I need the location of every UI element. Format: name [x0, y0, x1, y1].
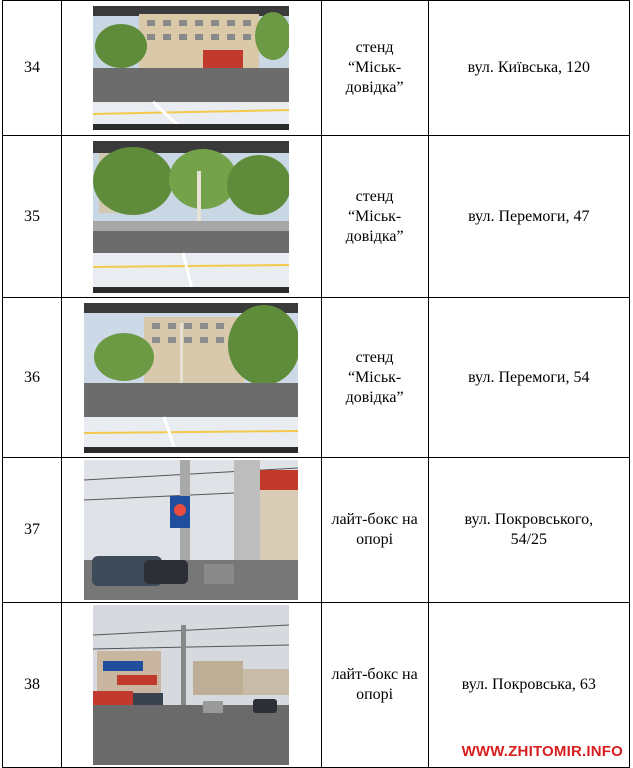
- object-type: [321, 603, 428, 768]
- street-view-photo: [84, 303, 298, 453]
- site-watermark: WWW.ZHITOMIR.INFO: [461, 743, 623, 760]
- type-line: довідка”: [345, 79, 404, 96]
- type-line: лайт-бокс на: [331, 511, 418, 528]
- row-number: 37: [3, 458, 62, 603]
- row-number: 35: [3, 136, 62, 298]
- table-row: [3, 136, 630, 298]
- type-line: стенд: [355, 39, 394, 56]
- type-line: опорі: [356, 531, 394, 548]
- object-address: [428, 458, 629, 603]
- type-line: “Міськ-: [347, 368, 402, 386]
- table-row: [3, 1, 630, 136]
- row-number: 38: [3, 603, 62, 768]
- row-photo: [62, 458, 321, 603]
- object-type: [321, 1, 428, 136]
- object-address: [428, 136, 629, 298]
- address-line: вул. Київська, 120: [467, 59, 591, 76]
- table-row: [3, 298, 630, 458]
- address-line: 54/25: [510, 531, 548, 548]
- type-line: лайт-бокс на: [331, 666, 418, 683]
- street-view-photo: [93, 141, 289, 293]
- street-photo: [84, 460, 298, 600]
- row-number: 36: [3, 298, 62, 458]
- address-line: вул. Перемоги, 47: [468, 207, 590, 225]
- address-line: вул. Перемоги, 54: [468, 368, 590, 386]
- type-line: “Міськ-: [347, 59, 402, 76]
- row-photo: [62, 603, 321, 768]
- type-line: довідка”: [345, 388, 404, 406]
- type-line: стенд: [355, 187, 394, 205]
- type-line: опорі: [356, 686, 394, 703]
- type-line: довідка”: [345, 227, 404, 245]
- row-photo: [62, 1, 321, 136]
- row-photo: [62, 298, 321, 458]
- object-address: [428, 298, 629, 458]
- street-photo: [93, 605, 289, 765]
- object-type: [321, 298, 428, 458]
- type-line: стенд: [355, 348, 394, 366]
- object-address: [428, 1, 629, 136]
- type-line: “Міськ-: [347, 207, 402, 225]
- row-photo: [62, 136, 321, 298]
- row-number: 34: [3, 1, 62, 136]
- object-type: [321, 458, 428, 603]
- street-view-photo: [93, 6, 289, 130]
- table-row: [3, 458, 630, 603]
- address-line: вул. Покровського,: [464, 511, 594, 528]
- object-type: [321, 136, 428, 298]
- data-table: [2, 0, 630, 768]
- address-line: вул. Покровська, 63: [461, 676, 596, 693]
